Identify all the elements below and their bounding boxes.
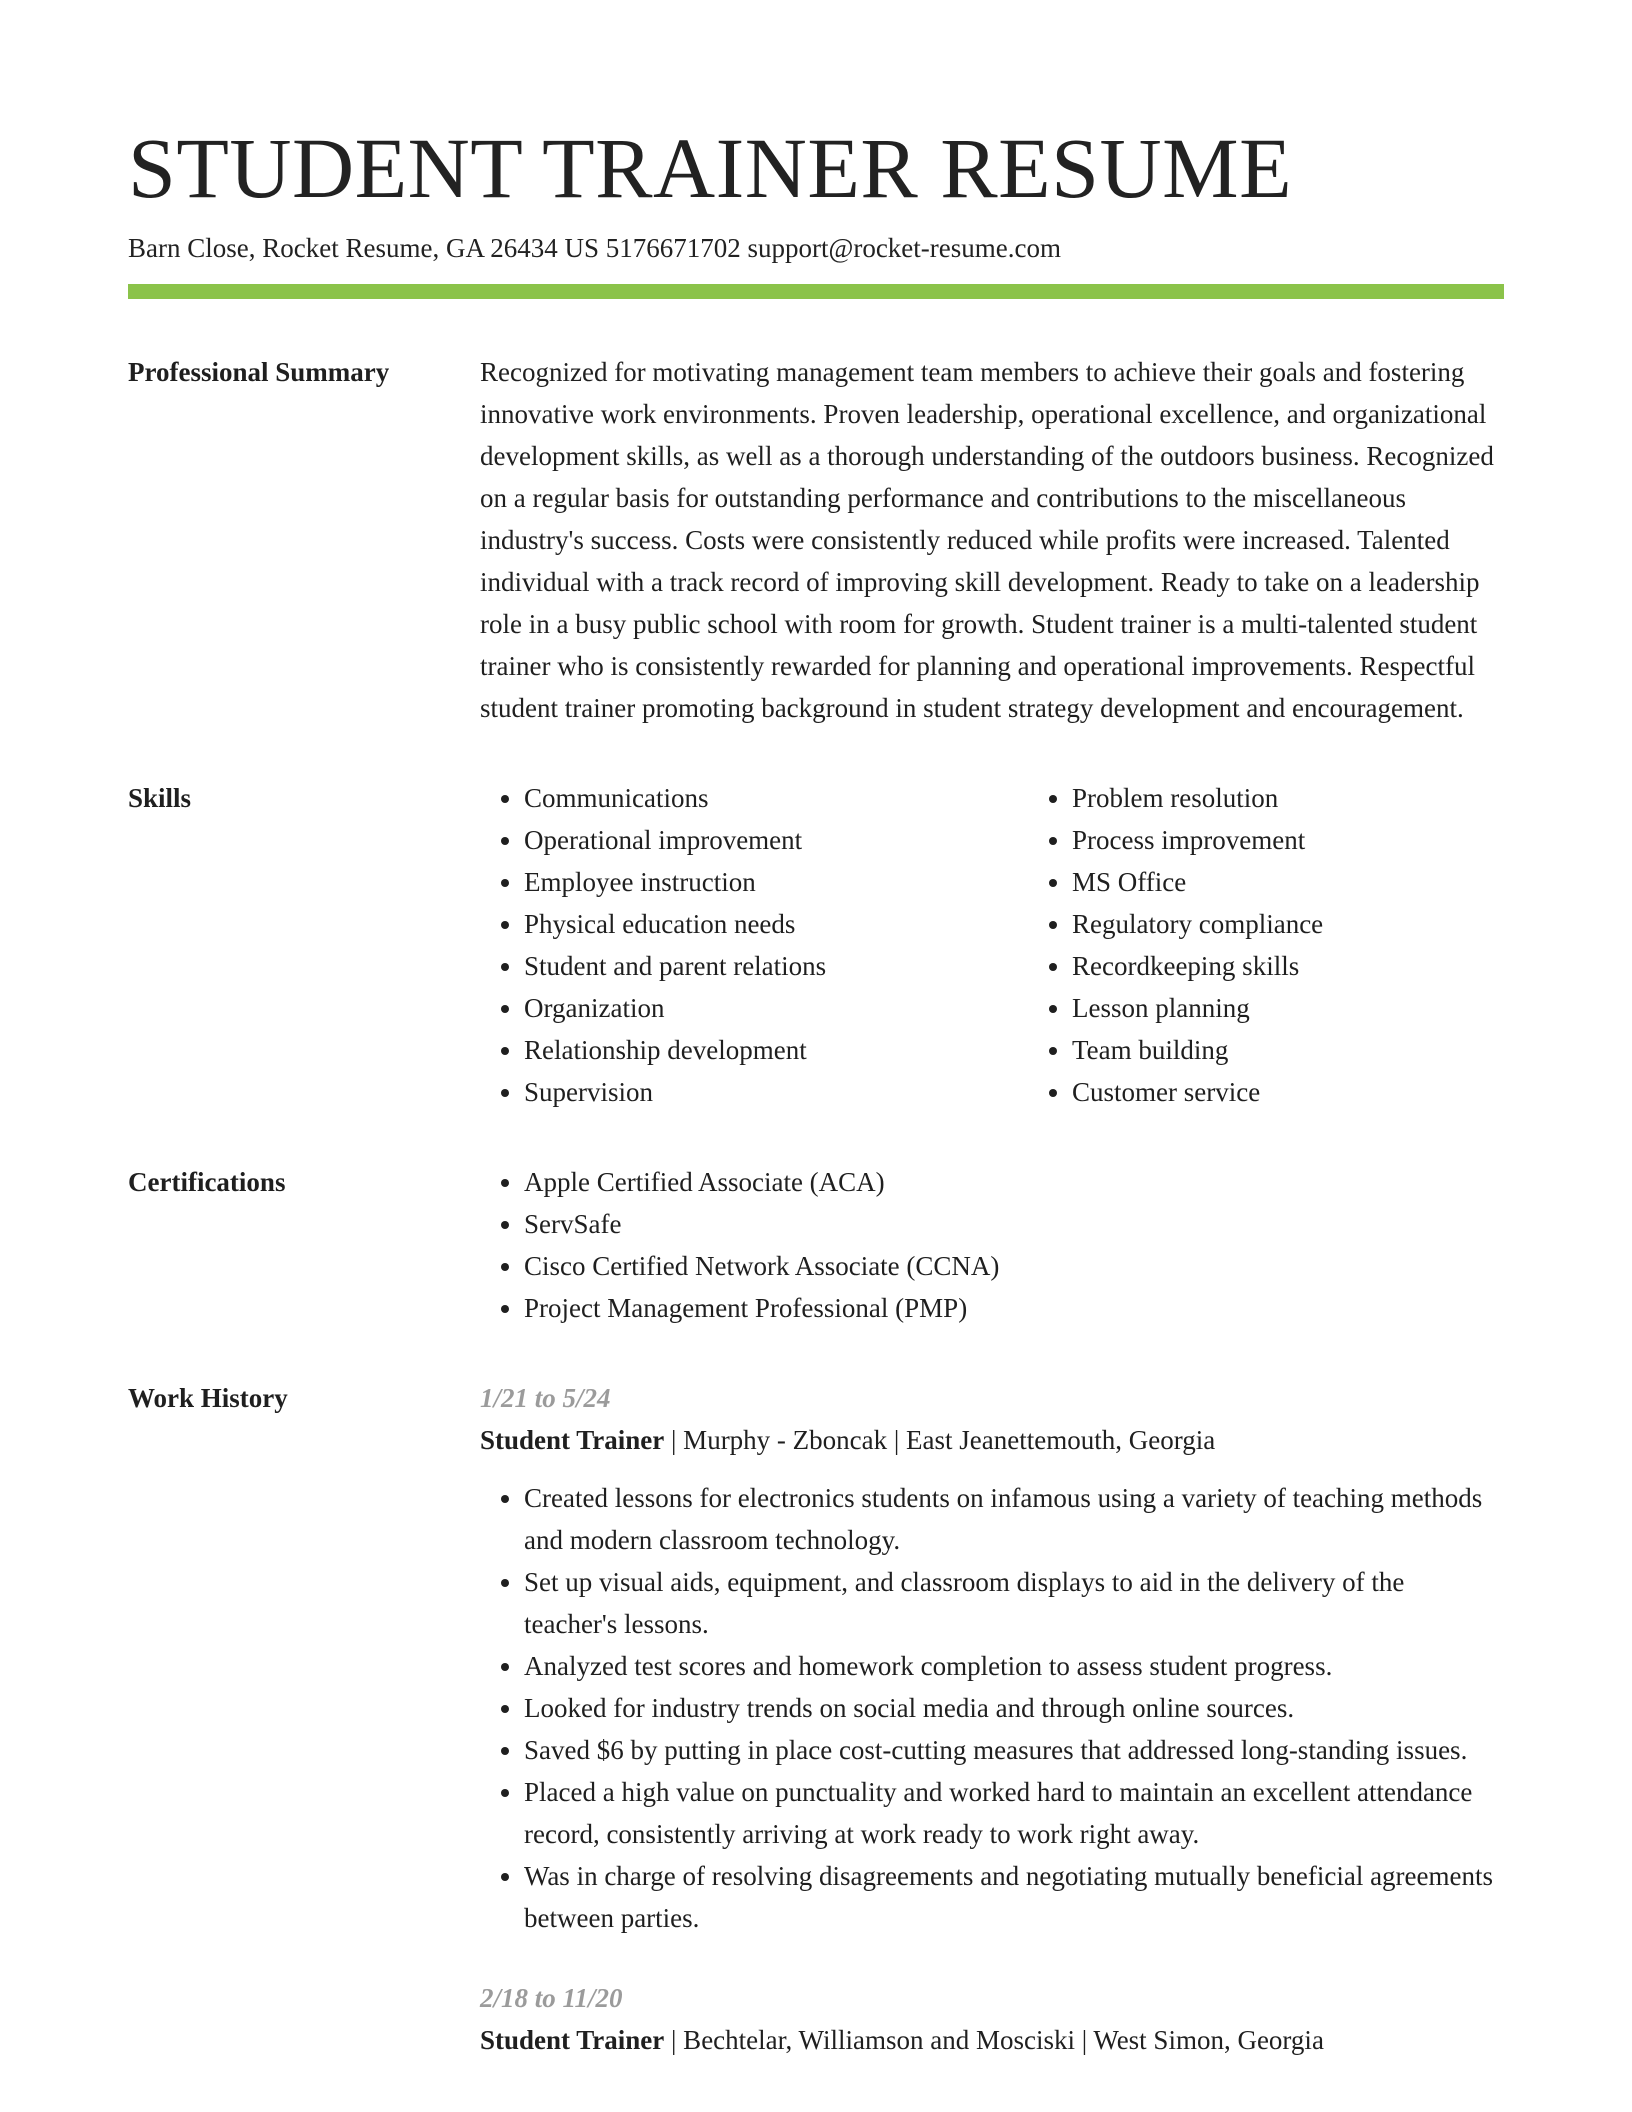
job-duty-item: • Looked for industry trends on social media and through online sources. (524, 1687, 1504, 1729)
skill-item: • Relationship development (524, 1029, 1028, 1071)
skills-section (128, 777, 1504, 1113)
job-entry (480, 1977, 1504, 2061)
job-title: Student Trainer (480, 1425, 665, 1455)
section-label-skills: Skills (128, 783, 192, 813)
skill-item: • Supervision (524, 1071, 1028, 1113)
certification-item: • Cisco Certified Network Associate (CCNA) (524, 1245, 1504, 1287)
certifications-section (128, 1161, 1504, 1329)
summary-section (128, 351, 1504, 729)
section-label-work-history: Work History (128, 1383, 288, 1413)
skills-list-col1 (480, 777, 1028, 1113)
skill-item: • Problem resolution (1072, 777, 1552, 819)
section-label-certifications: Certifications (128, 1167, 286, 1197)
skill-item: • Regulatory compliance (1072, 903, 1552, 945)
certification-item: • ServSafe (524, 1203, 1504, 1245)
summary-text: Recognized for motivating management team members to achieve their goals and fostering innovative work environments. Proven leadership, operational excellence, and organizational development skills, as well as a thorough understanding of the outdoors business. Recognized on a regular basis for outstanding performance and contributions to the miscellaneous industry's success. Costs were consistently reduced while profits were increased. Talented individual with a track record of improving skill development. Ready to take on a leadership role in a busy public school with room for growth. Student trainer is a multi-talented student trainer who is consistently rewarded for planning and operational improvements. Respectful student trainer promoting background in student strategy development and encouragement. (480, 357, 1494, 723)
job-duty-item: • Placed a high value on punctuality and worked hard to maintain an excellent attendance record, consistently arriving at work ready to work right away. (524, 1771, 1504, 1855)
resume-page (128, 118, 1504, 2061)
skill-item: • Student and parent relations (524, 945, 1028, 987)
skill-item: • Communications (524, 777, 1028, 819)
certification-item: • Apple Certified Associate (ACA) (524, 1161, 1504, 1203)
section-label-summary: Professional Summary (128, 357, 390, 387)
job-duty-item: • Analyzed test scores and homework completion to assess student progress. (524, 1645, 1504, 1687)
job-dates: 1/21 to 5/24 (480, 1383, 611, 1413)
skill-item: • Employee instruction (524, 861, 1028, 903)
page-title: STUDENT TRAINER RESUME (128, 120, 1293, 216)
skills-list-col2 (1028, 777, 1552, 1113)
job-title: Student Trainer (480, 2025, 665, 2055)
certifications-list (480, 1161, 1504, 1329)
job-duty-item: • Saved $6 by putting in place cost-cutting measures that addressed long-standing issues. (524, 1729, 1504, 1771)
header-divider (128, 284, 1504, 299)
skill-item: • Organization (524, 987, 1028, 1029)
skill-item: • Recordkeeping skills (1072, 945, 1552, 987)
job-employer-location: | Murphy - Zboncak | East Jeanettemouth, Georgia (664, 1425, 1216, 1455)
job-employer-location: | Bechtelar, Williamson and Mosciski | West Simon, Georgia (664, 2025, 1324, 2055)
job-entry (480, 1377, 1504, 1939)
skill-item: • MS Office (1072, 861, 1552, 903)
job-duties-list (480, 1477, 1504, 1939)
job-heading (480, 2019, 1504, 2061)
work-history-section (128, 1377, 1504, 2061)
skill-item: • Physical education needs (524, 903, 1028, 945)
job-heading (480, 1419, 1504, 1461)
job-duty-item: • Set up visual aids, equipment, and classroom displays to aid in the delivery of the teacher's lessons. (524, 1561, 1504, 1645)
contact-info: Barn Close, Rocket Resume, GA 26434 US 5176671702 support@rocket-resume.com (128, 233, 1061, 263)
skill-item: • Lesson planning (1072, 987, 1552, 1029)
job-duty-item: • Created lessons for electronics students on infamous using a variety of teaching methods and modern classroom technology. (524, 1477, 1504, 1561)
skill-item: • Team building (1072, 1029, 1552, 1071)
skill-item: • Process improvement (1072, 819, 1552, 861)
job-duty-item: • Was in charge of resolving disagreements and negotiating mutually beneficial agreements between parties. (524, 1855, 1504, 1939)
skill-item: • Customer service (1072, 1071, 1552, 1113)
certification-item: • Project Management Professional (PMP) (524, 1287, 1504, 1329)
job-dates: 2/18 to 11/20 (480, 1983, 623, 2013)
skill-item: • Operational improvement (524, 819, 1028, 861)
